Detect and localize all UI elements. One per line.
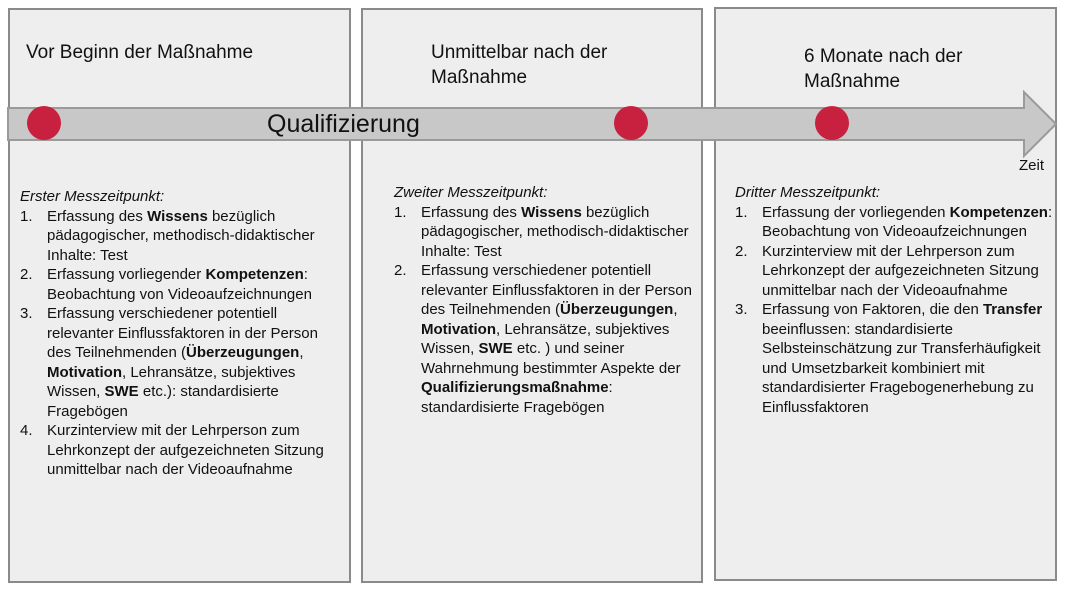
measurement-list (735, 203, 1053, 418)
measurement-list (20, 207, 345, 480)
arrow-shape (8, 92, 1056, 156)
measurement-lead: Dritter Messzeitpunkt: (735, 184, 881, 201)
timepoint-marker-2 (614, 106, 648, 140)
timepoint-marker-3 (815, 106, 849, 140)
timeline-arrow (0, 0, 1065, 170)
arrow-label: Qualifizierung (267, 110, 420, 138)
measurement-lead: Zweiter Messzeitpunkt: (394, 184, 548, 201)
timepoint-marker-1 (27, 106, 61, 140)
list-item: Kurzinterview mit der Lehrperson zum Lehrkonzept der aufgezeichneten Sitzung unmittelbar nach der Videoaufnahme (47, 422, 324, 478)
list-item: Erfassung der vorliegenden Kompetenzen: Beobachtung von Videoaufzeichnungen (762, 203, 1053, 240)
list-item: Erfassung vorliegender Kompetenzen: Beobachtung von Videoaufzeichnungen (47, 266, 312, 303)
measurement-lead: Erster Messzeitpunkt: (20, 188, 165, 205)
list-item: Erfassung verschiedener potentiell relevanter Einflussfaktoren in der Person des Teilnehmenden (Überzeugungen, Motivation, Lehransätze, subjektives Wissen, SWE etc. ) und seiner Wahrnehmung bestimmter Aspekte der Qualifizierungsmaßnahme: standardisierte Fragebögen (421, 262, 692, 416)
column-body (394, 183, 694, 417)
list-item: Kurzinterview mit der Lehrperson zum Lehrkonzept der aufgezeichneten Sitzung unmittelbar nach der Videoaufnahme (762, 242, 1039, 299)
column-body (735, 183, 1053, 417)
column-title: Vor Beginn der Maßnahme (26, 42, 254, 63)
time-axis-label: Zeit (1019, 157, 1045, 174)
column-body (20, 187, 345, 480)
column-title: Unmittelbar nach der Maßnahme (431, 42, 608, 88)
list-item: Erfassung des Wissens bezüglich pädagogischer, methodisch-didaktischer Inhalte: Test (47, 207, 315, 264)
column-title: 6 Monate nach der Maßnahme (804, 46, 963, 92)
list-item: Erfassung verschiedener potentiell relevanter Einflussfaktoren in der Person des Teilnehmenden (Überzeugungen, Motivation, Lehransätze, subjektives Wissen, SWE etc.): standardisierte Fragebögen (47, 305, 318, 420)
list-item: Erfassung des Wissens bezüglich pädagogischer, methodisch-didaktischer Inhalte: Test (421, 203, 689, 260)
list-item: Erfassung von Faktoren, die den Transfer beeinflussen: standardisierte Selbsteinschätzung zur Transferhäufigkeit und Umsetzbarkeit kombiniert mit standardisierter Fragebogenerhebung zu Einflussfaktoren (762, 301, 1043, 416)
measurement-list (394, 203, 694, 418)
